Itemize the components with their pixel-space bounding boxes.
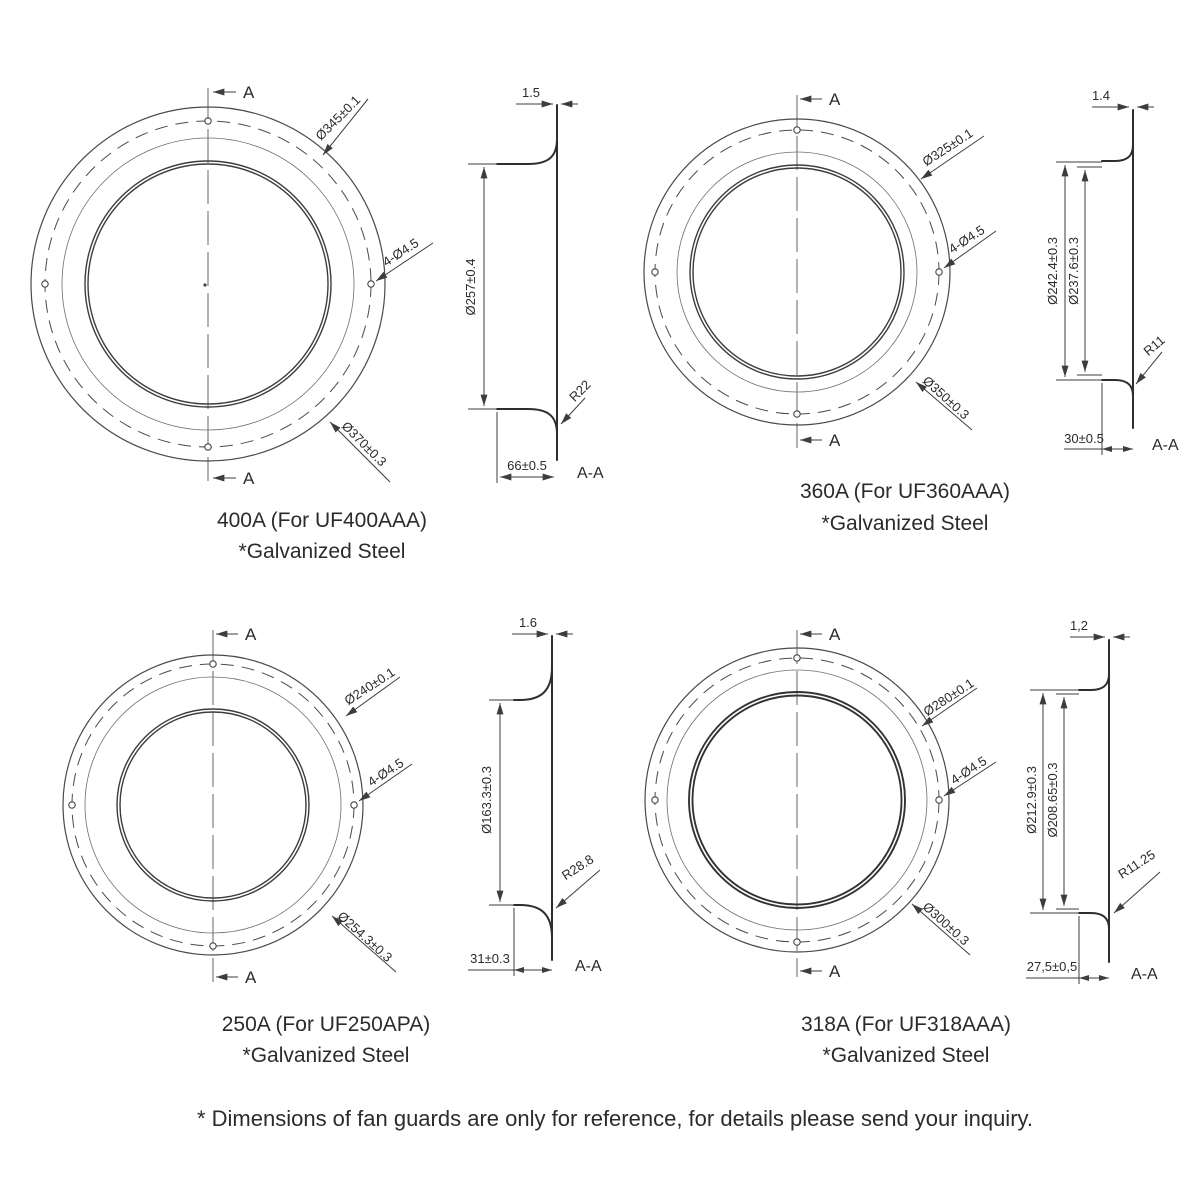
mount-hole xyxy=(210,661,216,667)
section-view-318a xyxy=(1024,618,1160,984)
mount-hole xyxy=(351,802,357,808)
outer-dia-dim: Ø350±0.3 xyxy=(919,373,973,423)
mount-hole xyxy=(794,655,800,661)
mount-hole xyxy=(368,281,374,287)
mount-hole xyxy=(794,127,800,133)
front-view-250a xyxy=(63,625,412,987)
cut-plane-label: A xyxy=(829,625,841,644)
outer-lip-dia-dim: Ø242.4±0.3 xyxy=(1045,237,1060,305)
thickness-dim: 1.6 xyxy=(518,615,538,630)
thickness-dim: 1.5 xyxy=(521,85,541,100)
cut-plane-label: A xyxy=(829,90,841,109)
mount-hole xyxy=(69,802,75,808)
title-318a: 318A (For UF318AAA) xyxy=(800,1013,1012,1036)
mount-hole xyxy=(205,444,211,450)
outer-dia-dim: Ø300±0.3 xyxy=(919,899,973,949)
bolt-circle-dim: Ø325±0.1 xyxy=(919,125,976,170)
front-view-318a xyxy=(645,625,996,981)
bolt-circle-dim: Ø240±0.1 xyxy=(341,664,398,709)
inner-dia-dim: Ø257±0.4 xyxy=(463,258,478,316)
mount-hole xyxy=(205,118,211,124)
front-view-360a xyxy=(644,90,996,450)
title-360a: 360A (For UF360AAA) xyxy=(799,480,1011,503)
title-400a: 400A (For UF400AAA) xyxy=(216,509,428,532)
material-360a: *Galvanized Steel xyxy=(821,512,989,535)
cut-plane-label: A xyxy=(245,968,257,987)
cut-plane-label: A xyxy=(829,962,841,981)
holes-dim: 4-Ø4.5 xyxy=(379,235,422,270)
depth-dim: 27,5±0,5 xyxy=(1026,959,1078,974)
outer-dia-dim: Ø370±0.3 xyxy=(338,418,390,470)
outer-lip-dia-dim: Ø212.9±0.3 xyxy=(1024,766,1039,834)
title-250a: 250A (For UF250APA) xyxy=(221,1013,431,1036)
inner-lip-dia-dim: Ø208.65±0.3 xyxy=(1045,762,1060,838)
mount-hole xyxy=(652,797,658,803)
outer-dia-dim: Ø254.3±0.3 xyxy=(334,908,396,965)
material-250a: *Galvanized Steel xyxy=(242,1044,410,1067)
radius-dim: R22 xyxy=(566,377,594,405)
material-318a: *Galvanized Steel xyxy=(822,1044,990,1067)
section-label: A-A xyxy=(1131,966,1158,983)
section-view-360a xyxy=(1045,88,1179,455)
mount-hole xyxy=(210,943,216,949)
mount-hole xyxy=(794,939,800,945)
section-view-250a xyxy=(468,615,602,976)
section-label: A-A xyxy=(1152,437,1179,454)
section-view-400a xyxy=(463,85,604,483)
bolt-circle-dim: Ø345±0.1 xyxy=(312,92,364,144)
reference-footnote: * Dimensions of fan guards are only for reference, for details please send your inquiry. xyxy=(196,1106,1034,1131)
section-label: A-A xyxy=(575,958,602,975)
cut-plane-label: A xyxy=(243,469,255,488)
mount-hole xyxy=(652,269,658,275)
thickness-dim: 1.4 xyxy=(1091,88,1111,103)
radius-dim: R11 xyxy=(1140,332,1168,359)
cut-plane-label: A xyxy=(245,625,257,644)
holes-dim: 4-Ø4.5 xyxy=(364,755,407,790)
material-400a: *Galvanized Steel xyxy=(238,540,406,563)
radius-dim: R28.8 xyxy=(558,851,597,883)
front-view-400a xyxy=(31,83,433,488)
mount-hole xyxy=(936,269,942,275)
bolt-circle-dim: Ø280±0.1 xyxy=(920,675,977,720)
mount-hole xyxy=(794,411,800,417)
mount-hole xyxy=(936,797,942,803)
cut-plane-label: A xyxy=(829,431,841,450)
mount-hole xyxy=(42,281,48,287)
thickness-dim: 1,2 xyxy=(1069,618,1089,633)
inner-lip-dia-dim: Ø237.6±0.3 xyxy=(1066,237,1081,305)
cut-plane-label: A xyxy=(243,83,255,102)
inner-dia-dim: Ø163.3±0.3 xyxy=(479,766,494,834)
section-label: A-A xyxy=(577,465,604,482)
depth-dim: 66±0.5 xyxy=(507,458,547,473)
holes-dim: 4-Ø4.5 xyxy=(945,222,988,257)
depth-dim: 30±0.5 xyxy=(1064,431,1104,446)
radius-dim: R11.25 xyxy=(1115,846,1158,882)
depth-dim: 31±0.3 xyxy=(470,951,510,966)
holes-dim: 4-Ø4.5 xyxy=(947,753,990,788)
